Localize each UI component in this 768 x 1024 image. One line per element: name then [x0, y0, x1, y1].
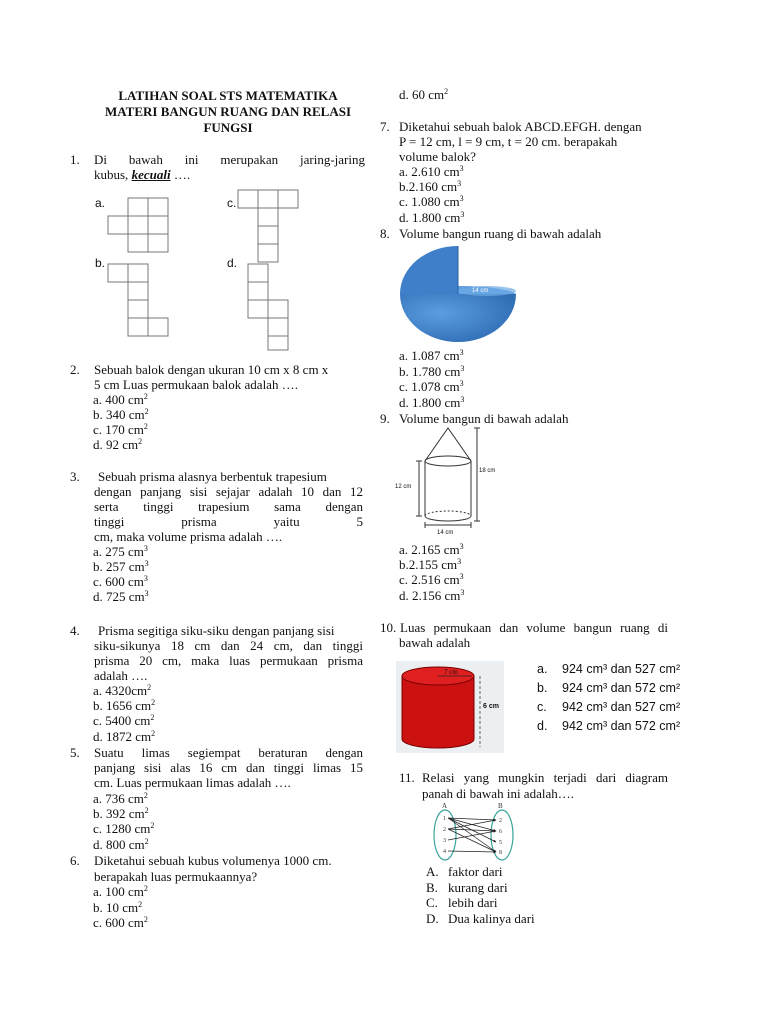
option-c: c. 170 $cm^2$ — [93, 422, 148, 437]
question-text: Diketahui sebuah kubus volumenya 1000 cm. — [94, 853, 332, 868]
question-text-5: cm, maka volume prisma adalah …. — [94, 529, 283, 544]
net-label-b: b. — [95, 256, 106, 270]
question-text: Relasi yang mungkin terjadi dari diagram — [422, 770, 668, 785]
question-number: 1. — [70, 152, 80, 167]
option-d: d. 1.800 $cm^3$ — [399, 395, 465, 410]
option-c: c. 942 cm³ dan 527 cm² — [537, 700, 681, 714]
option-c: c. 1.078 $cm^3$ — [399, 379, 464, 394]
question-text-2: dengan panjang sisi sejajar adalah 10 dan 12 — [94, 484, 363, 499]
question-text-2: kubus, kecuali …. — [94, 167, 191, 182]
question-text-2: bawah adalah — [399, 635, 471, 650]
question-text-2: panjang sisi alas 16 cm dan tinggi limas 15 — [94, 760, 363, 775]
question-number: 6. — [70, 853, 80, 868]
option-a: a. 2.610 $cm^3$ — [399, 164, 464, 179]
option-c: c. 5400 $cm^2$ — [93, 713, 155, 728]
question-text: Volume bangun ruang di bawah adalah — [399, 226, 602, 241]
b-item: 2 — [499, 818, 502, 824]
question-text: Sebuah prisma alasnya berbentuk trapesium — [98, 469, 327, 484]
question-text: Luas permukaan dan volume bangun ruang di — [400, 620, 668, 635]
question-text: Sebuah balok dengan ukuran 10 cm x 8 cm x — [94, 362, 329, 377]
option-c: c. 600 $cm^2$ — [93, 915, 148, 930]
question-number: 4. — [70, 623, 80, 638]
option-b: b. 1656 $cm^2$ — [93, 698, 156, 713]
set-a-label: A — [442, 802, 448, 810]
question-text-2: berapakah luas permukaannya? — [94, 869, 258, 884]
question-text-2: 5 cm Luas permukaan balok adalah …. — [94, 377, 298, 392]
page-title — [80, 88, 376, 136]
option-a: a. 400 $cm^2$ — [93, 392, 148, 407]
option-b: b. 257 $cm^3$ — [93, 559, 149, 574]
a-item: 1 — [443, 816, 446, 822]
figure-label-radius: 14 cm — [472, 288, 489, 294]
option-d: d. 92 $cm^2$ — [93, 437, 143, 452]
option-b: b. 392 $cm^2$ — [93, 806, 149, 821]
question-text: Volume bangun di bawah adalah — [399, 411, 569, 426]
a-item: 2 — [443, 827, 446, 833]
title-line-2: MATERI BANGUN RUANG DAN RELASI — [104, 104, 352, 119]
question-number: 8. — [380, 226, 390, 241]
option-c: c. 600 $cm^3$ — [93, 574, 148, 589]
option-d: d. 2.156 $cm^3$ — [399, 588, 465, 603]
set-b-label: B — [498, 802, 503, 810]
option-d: D. Dua kalinya dari — [426, 910, 535, 926]
question-number: 7. — [380, 119, 390, 134]
question-number: 5. — [70, 745, 80, 760]
question-text-3: prisma 20 cm, maka luas permukaan prisma — [94, 653, 363, 668]
question-text: Suatu limas segiempat beraturan dengan — [94, 745, 363, 760]
question-text-2: P = 12 cm, l = 9 cm, t = 20 cm. berapakah — [399, 134, 618, 149]
q10-options — [537, 660, 680, 736]
figure-label-height: 18 cm — [479, 468, 496, 474]
option-a: a. 1.087 $cm^3$ — [399, 348, 464, 363]
option-a: a. 2.165 $cm^3$ — [399, 542, 464, 557]
figure-label-base: 14 cm — [437, 530, 454, 536]
option-d: d. 725 $cm^3$ — [93, 589, 149, 604]
question-text-2: panah di bawah ini adalah…. — [422, 786, 574, 801]
option-a: a. 275 $cm^3$ — [93, 544, 148, 559]
question-number: 3. — [70, 469, 80, 484]
question-text: Diketahui sebuah balok ABCD.EFGH. dengan — [399, 119, 642, 134]
option-a: a. $4320cm^2$ — [93, 683, 152, 698]
option-b: b. 1.780 $cm^3$ — [399, 364, 465, 379]
option-b: b. 924 cm³ dan 572 cm² — [537, 681, 681, 695]
question-number: 9. — [380, 411, 390, 426]
emphasis-kecuali: kecuali — [131, 167, 171, 182]
question-text: Prisma segitiga siku-siku dengan panjang sisi — [98, 623, 335, 638]
cylinder-figure — [396, 661, 504, 753]
title-line-1: LATIHAN SOAL STS MATEMATIKA — [118, 88, 338, 103]
option-d: d. 1872 $cm^2$ — [93, 729, 156, 744]
b-item: 5 — [499, 840, 502, 846]
option-a: a. 736 $cm^2$ — [93, 791, 148, 806]
title-line-3: FUNGSI — [203, 120, 253, 135]
net-label-c: c. — [227, 196, 237, 210]
question-text-4: adalah …. — [94, 668, 148, 683]
question-text-3: cm. Luas permukaan limas adalah …. — [94, 775, 291, 790]
figure-label-height: 6 cm — [483, 703, 499, 710]
option-d: d. 800 $cm^2$ — [93, 837, 149, 852]
b-item: 8 — [499, 850, 502, 856]
figure-label-side: 12 cm — [395, 484, 412, 490]
question-number: 11. — [399, 770, 415, 785]
option-b: b. 340 $cm^2$ — [93, 407, 149, 422]
question-text-3: serta tinggi trapesium sama dengan — [94, 499, 363, 514]
question-number: 2. — [70, 362, 80, 377]
option-c: C. lebih dari — [426, 895, 498, 910]
question-text-4: tinggi prisma yaitu 5 — [94, 514, 363, 529]
q11-options — [426, 864, 535, 926]
option-b: B. kurang dari — [426, 879, 508, 895]
option-a: a. 100 $cm^2$ — [93, 884, 148, 899]
option-d: d. 942 cm³ dan 572 cm² — [537, 719, 681, 733]
option-d: d. 60 $cm^2$ — [399, 87, 449, 102]
option-a: A. faktor dari — [426, 864, 503, 879]
option-b: b. 10 $cm^2$ — [93, 900, 143, 915]
b-item: 6 — [499, 829, 502, 835]
a-item: 4 — [443, 849, 446, 855]
cube-nets-figure — [100, 190, 300, 350]
question-number: 10. — [380, 620, 397, 635]
question-text-2: siku-sikunya 18 cm dan 24 cm, dan tinggi — [94, 638, 363, 653]
three-quarter-sphere-figure — [400, 244, 530, 344]
question-text: Di bawah ini merupakan jaring-jaring — [94, 152, 365, 167]
option-c: c. 1.080 $cm^3$ — [399, 194, 464, 209]
option-a: a. 924 cm³ dan 527 cm² — [537, 662, 681, 676]
arrow-diagram-figure — [430, 802, 520, 862]
a-item: 3 — [443, 838, 446, 844]
option-c: c. 1280 $cm^2$ — [93, 821, 155, 836]
option-b: b.2.155 $cm^3$ — [399, 557, 462, 572]
cone-cylinder-figure — [395, 426, 505, 536]
option-c: c. 2.516 $cm^3$ — [399, 572, 464, 587]
question-text-3: volume balok? — [399, 149, 476, 164]
option-d: d. 1.800 $cm^3$ — [399, 210, 465, 225]
net-label-a: a. — [95, 196, 106, 210]
figure-label-radius: 7 cm — [444, 668, 458, 676]
option-b: b.2.160 $cm^3$ — [399, 179, 462, 194]
net-label-d: d. — [227, 256, 238, 270]
